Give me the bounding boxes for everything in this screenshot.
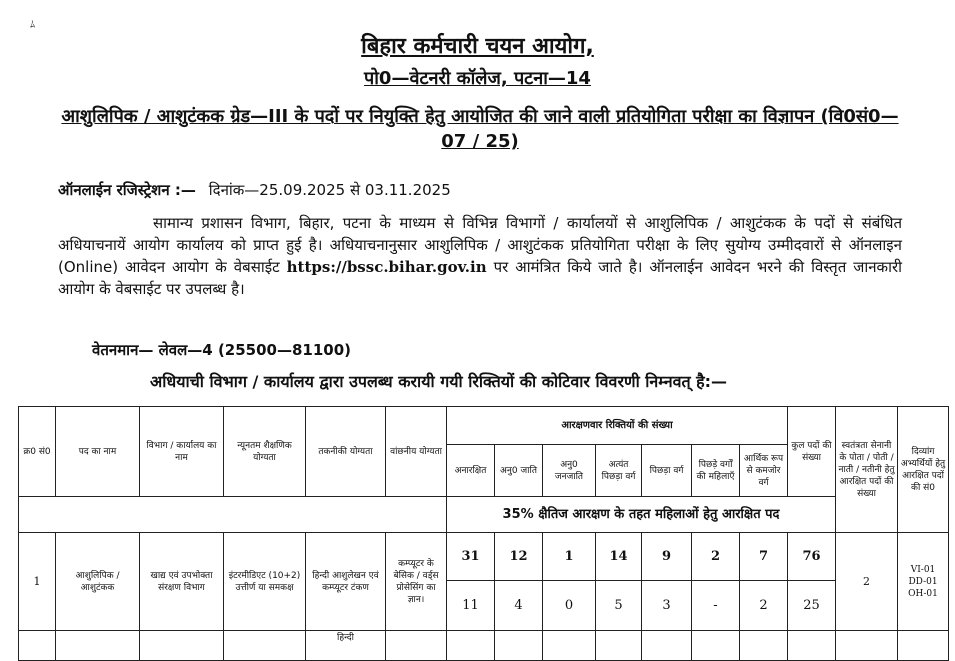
header-cat-bcw: पिछड़े वर्गों की महिलाएँ (692, 445, 740, 497)
table-row (898, 631, 949, 661)
row1-women-ebc: 5 (596, 581, 642, 631)
commission-title: बिहार कर्मचारी चयन आयोग, (361, 34, 594, 59)
table-row (836, 631, 898, 661)
header-cat-ebc: अत्यंत पिछड़ा वर्ग (596, 445, 642, 497)
table-row (386, 631, 447, 661)
row1-desired-qual: कम्प्यूटर के बेसिक / वर्ड्स प्रोसेसिंग का ज्ञान। (386, 533, 447, 631)
row1-women-ews: 2 (740, 581, 788, 631)
header-cat-bc: पिछड़ा वर्ग (642, 445, 692, 497)
table-row (224, 631, 306, 661)
pay-scale: वेतनमान— लेवल—4 (25500—81100) (92, 341, 352, 359)
row1-total-bc: 9 (642, 533, 692, 581)
table-row (642, 631, 692, 661)
row1-post: आशुलिपिक / आशुटंकक (56, 533, 140, 631)
row1-total-ews: 7 (740, 533, 788, 581)
row1-women-st: 0 (543, 581, 596, 631)
registration-line (58, 180, 451, 200)
vacancy-table (18, 406, 949, 661)
header-cat-ews: आर्थिक रूप से कमजोर वर्ग (740, 445, 788, 497)
table-row (19, 631, 56, 661)
row1-total-ebc: 14 (596, 533, 642, 581)
row1-women-sc: 4 (495, 581, 543, 631)
row1-min-qual: इंटरमीडिएट (10+2) उत्तीर्ण या समकक्ष (224, 533, 306, 631)
table-row (140, 631, 224, 661)
registration-dates: दिनांक—25.09.2025 से 03.11.2025 (208, 181, 451, 199)
row1-freedom-fighter: 2 (836, 533, 898, 631)
row1-total-st: 1 (543, 533, 596, 581)
advertisement-subject: आशुलिपिक / आशुटंकक ग्रेड—III के पदों पर नियुक्ति हेतु आयोजित की जाने वाली प्रतियोगिता परीक्षा का विज्ञापन (वि0सं0—07 / 25) (61, 106, 899, 152)
table-row (56, 631, 140, 661)
row1-dept: खाद्य एवं उपभोक्ता संरक्षण विभाग (140, 533, 224, 631)
table-caption: अधियाची विभाग / कार्यालय द्वारा उपलब्ध करायी गयी रिक्तियों की कोटिवार विवरणी निम्नवत् है:— (150, 372, 728, 391)
header-reservation-group: आरक्षणवार रिक्तियों की संख्या (447, 407, 788, 445)
row1-pwd: VI-01 DD-01 OH-01 (898, 533, 949, 631)
header-freedom-fighter: स्वतंत्रता सेनानी के पोता / पोती / नाती / नतीनी हेतु आरक्षित पदों की संख्या (836, 407, 898, 533)
website-link[interactable]: https://bssc.bihar.gov.in (286, 258, 487, 276)
table-row (543, 631, 596, 661)
table-row (692, 631, 740, 661)
header-total: कुल पदों की संख्या (788, 407, 836, 497)
header-cat-sc: अनु0 जाति (495, 445, 543, 497)
table-row (788, 631, 836, 661)
row1-total-sc: 12 (495, 533, 543, 581)
header-women-note: 35% क्षैतिज आरक्षण के तहत महिलाओं हेतु आरक्षित पद (447, 497, 836, 533)
table-row (740, 631, 788, 661)
header-pwd: दिव्यांग अभ्यर्थियों हेतु आरक्षित पदों की सं0 (898, 407, 949, 533)
header-min-qual: न्यूनतम शैक्षणिक योग्यता (224, 407, 306, 497)
table-row (596, 631, 642, 661)
commission-address: पो0—वेटनरी कॉलेज, पटना—14 (364, 68, 591, 89)
scan-mark: ﾑ (30, 20, 35, 31)
header-desired-qual: वांछनीय योग्यता (386, 407, 447, 497)
row1-total-all: 76 (788, 533, 836, 581)
registration-label: ऑनलाईन रजिस्ट्रेशन :— (58, 181, 196, 199)
row1-women-all: 25 (788, 581, 836, 631)
table-row (495, 631, 543, 661)
table-row (447, 631, 495, 661)
row1-total-bcw: 2 (692, 533, 740, 581)
header-blank (19, 497, 447, 533)
header-tech-qual: तकनीकी योग्यता (306, 407, 386, 497)
row1-total-ur: 31 (447, 533, 495, 581)
header-dept: विभाग / कार्यालय का नाम (140, 407, 224, 497)
header-cat-ur: अनारक्षित (447, 445, 495, 497)
header-sno: क्र0 सं0 (19, 407, 56, 497)
row1-women-ur: 11 (447, 581, 495, 631)
row1-women-bcw: - (692, 581, 740, 631)
row2-tech-qual: हिन्दी (306, 631, 386, 661)
header-cat-st: अनु0 जनजाति (543, 445, 596, 497)
header-post: पद का नाम (56, 407, 140, 497)
intro-paragraph: सामान्य प्रशासन विभाग, बिहार, पटना के माध्यम से विभिन्न विभागों / कार्यालयों से आशुलिपिक / आशुटंकक के पदों से संबंधित अधियाचनायें आयोग कार्यालय को प्राप्त हुई है। अधियाचनानुसार आशुलिपिक / आशुटंकक प्रतियोगिता परीक्षा के लिए सुयोग्य उम्मीदवारों से ऑनलाइन (Online) आवेदन आयोग के वेबसाईट https://bssc.bihar.gov.in पर आमंत्रित किये जाते है। ऑनलाईन आवेदन भरने की विस्तृत जानकारी आयोग के वेबसाईट पर उपलब्ध है। (58, 214, 902, 298)
row1-tech-qual: हिन्दी आशुलेखन एवं कम्प्यूटर टंकण (306, 533, 386, 631)
row1-sno: 1 (19, 533, 56, 631)
row1-women-bc: 3 (642, 581, 692, 631)
